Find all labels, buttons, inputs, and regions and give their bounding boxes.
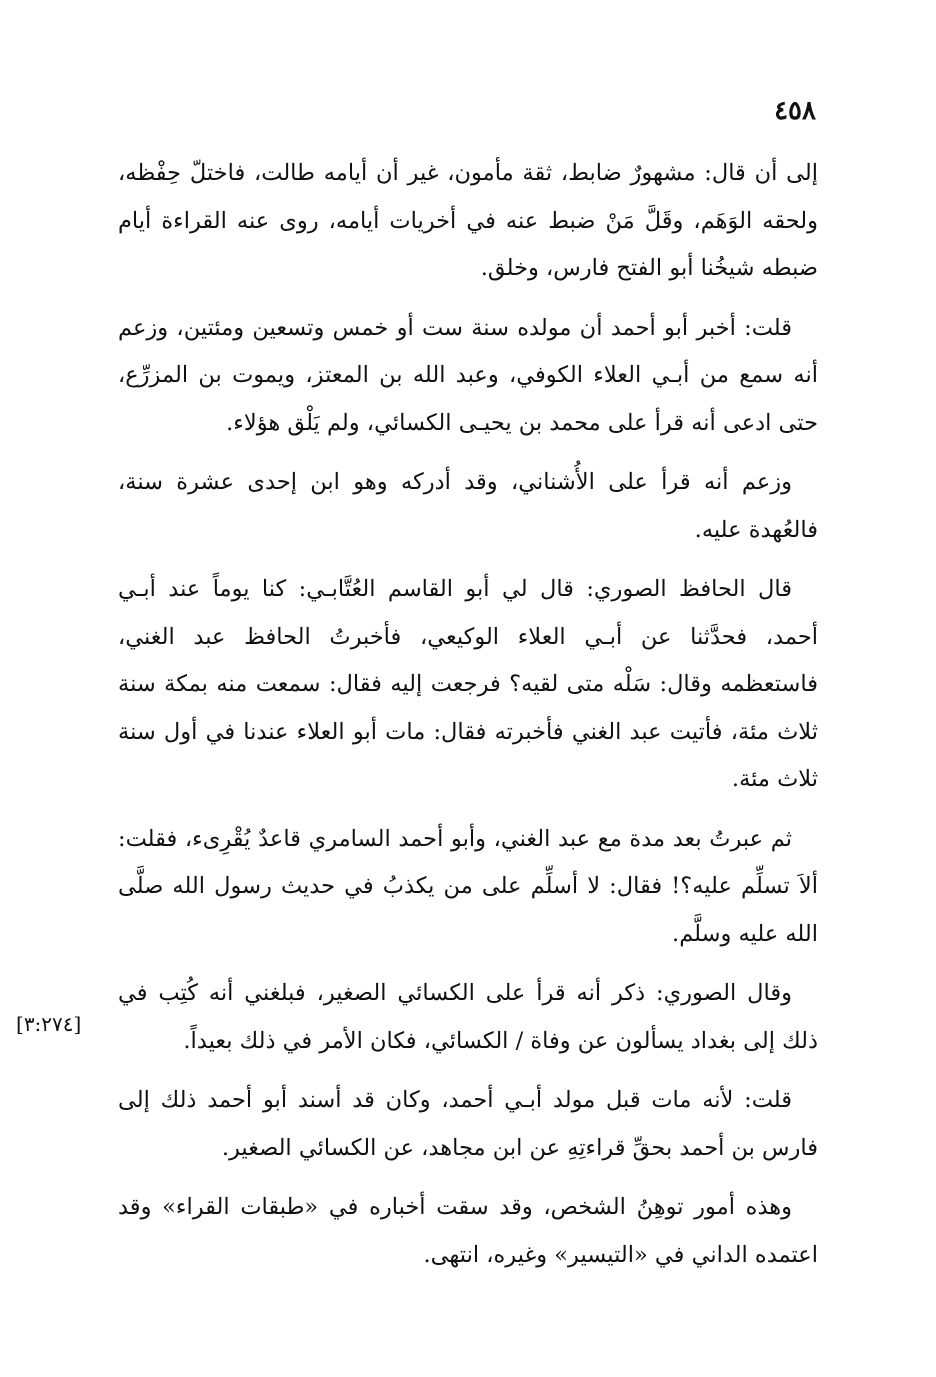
paragraph-7-text: قلت: لأنه مات قبل مولد أبـي أحمد، وكان قد أسند أبو أحمد ذلك إلى فارس بن أحمد بحقِّ قراءتِهِ عن ابن مجاهد، عن الكسائي الصغير.: [118, 1087, 818, 1161]
paragraph-1: [118, 150, 818, 293]
page-number: ٤٥٨: [774, 96, 816, 126]
paragraph-8-text: وهذه أمور توهِنُ الشخص، وقد سقت أخباره في «طبقات القراء» وقد اعتمده الداني في «التيسير» وغيره، انتهى.: [118, 1194, 818, 1268]
paragraph-1-text: إلى أن قال: مشهورٌ ضابط، ثقة مأمون، غير أن أيامه طالت، فاختلّ حِفْظه، ولحقه الوَهَم، وقَلَّ مَنْ ضبط عنه في أخريات أيامه، روى عنه القراءة أيام ضبطه شيخُنا أبو الفتح فارس، وخلق.: [118, 160, 818, 281]
paragraph-3: [118, 459, 818, 554]
paragraph-6-text: وقال الصوري: ذكر أنه قرأ على الكسائي الصغير، فبلغني أنه كُتِب في ذلك إلى بغداد يسألون عن وفاة / الكسائي، فكان الأمر في ذلك بعيداً.: [118, 980, 818, 1054]
paragraph-6: [118, 970, 818, 1065]
text-body: [118, 150, 818, 1291]
paragraph-2: [118, 305, 818, 448]
paragraph-4-text: قال الحافظ الصوري: قال لي أبو القاسم العُتَّابـي: كنا يوماً عند أبـي أحمد، فحدَّثنا عن أبـي العلاء الوكيعي، فأخبرتُ الحافظ عبد الغني، فاستعظمه وقال: سَلْه متى لقيه؟ فرجعت إليه فقال: سمعت منه بمكة سنة ثلاث مئة، فأتيت عبد الغني فأخبرته فقال: مات أبو العلاء عندنا في أول سنة ثلاث مئة.: [118, 576, 818, 792]
paragraph-8: [118, 1184, 818, 1279]
paragraph-7: [118, 1077, 818, 1172]
paragraph-5: [118, 816, 818, 959]
paragraph-5-text: ثم عبرتُ بعد مدة مع عبد الغني، وأبو أحمد السامري قاعدٌ يُقْرِىء، فقلت: ألاَ تسلِّم عليه؟! فقال: لا أسلِّم على من يكذبُ في حديث رسول الله صلَّى الله عليه وسلَّم.: [118, 825, 818, 947]
margin-reference: [٣:٢٧٤]: [16, 1012, 82, 1036]
paragraph-2-text: قلت: أخبر أبو أحمد أن مولده سنة ست أو خمس وتسعين ومئتين، وزعم أنه سمع من أبـي العلاء الكوفي، وعبد الله بن المعتز، ويموت بن المزرِّع، حتى ادعى أنه قرأ على محمد بن يحيـى الكسائي، ولم يَلْق هؤلاء.: [118, 314, 818, 436]
paragraph-4: [118, 566, 818, 804]
paragraph-3-text: وزعم أنه قرأ على الأُشناني، وقد أدركه وهو ابن إحدى عشرة سنة، فالعُهدة عليه.: [118, 469, 818, 543]
